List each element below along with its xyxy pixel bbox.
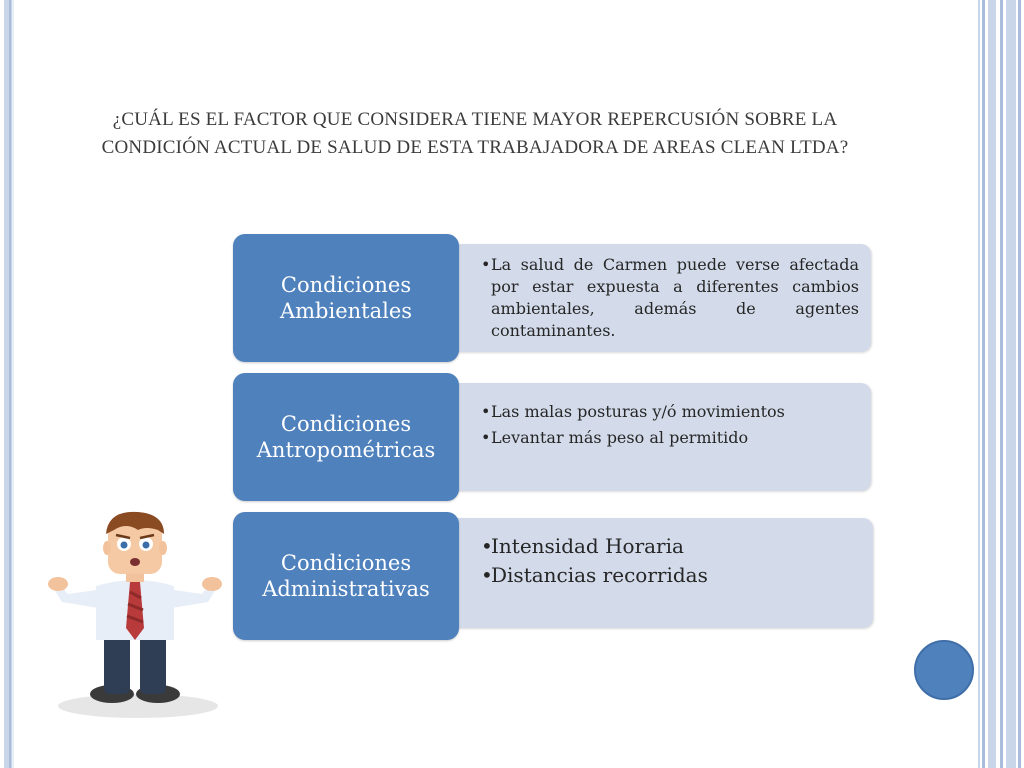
- condition-description-antropometricas: [443, 383, 871, 491]
- condition-label-ambientales: Condiciones Ambientales: [233, 234, 459, 362]
- bullet-item: • Levantar más peso al permitido: [481, 425, 859, 451]
- right-frame-border: [978, 0, 1024, 768]
- left-frame-line: [9, 0, 11, 768]
- condition-label-antropometricas: Condiciones Antropométricas: [233, 373, 459, 501]
- bullet-item: • Distancias recorridas: [481, 561, 861, 590]
- bullet-item: • La salud de Carmen puede verse afectada por estar expuesta a diferentes cambios ambientales, además de agentes contaminantes.: [481, 254, 859, 342]
- bullet-item: • Intensidad Horaria: [481, 532, 861, 561]
- condition-description-administrativas: [443, 518, 873, 628]
- slide-title: ¿CUÁL ES EL FACTOR QUE CONSIDERA TIENE MAYOR REPERCUSIÓN SOBRE LA CONDICIÓN ACTUAL DE SALUD DE ESTA TRABAJADORA DE AREAS CLEAN LTDA?: [101, 109, 849, 158]
- condition-label-administrativas: Condiciones Administrativas: [233, 512, 459, 640]
- confused-businessman-icon: [46, 508, 230, 720]
- blue-circle-icon: [914, 640, 974, 700]
- condition-description-ambientales: [443, 244, 871, 352]
- bullet-item: • Las malas posturas y/ó movimientos: [481, 399, 859, 425]
